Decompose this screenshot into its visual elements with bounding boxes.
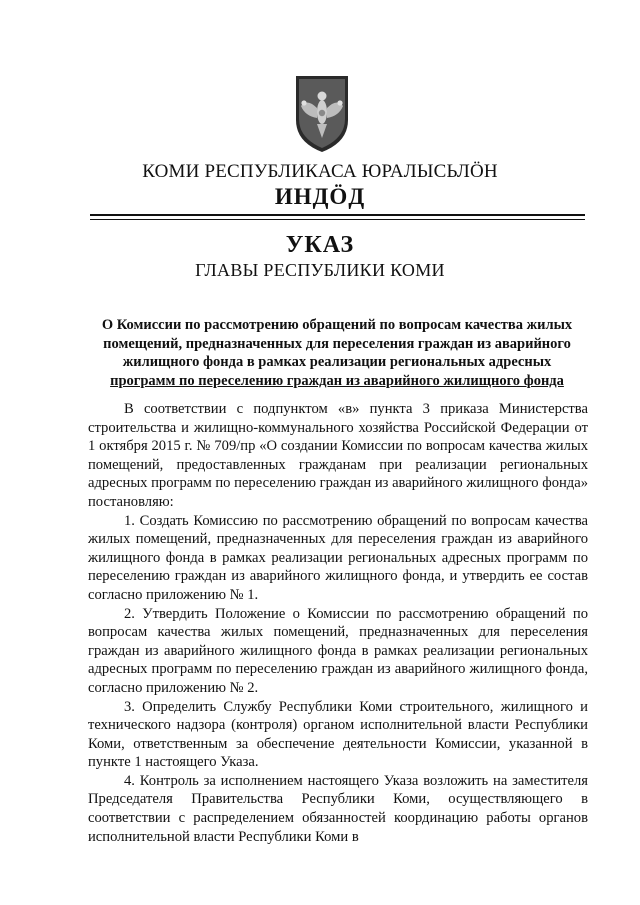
clause-3-paragraph: 3. Определить Службу Республики Коми строительного, жилищного и технического надзора (контроля) органом исполнительной власти Республики Коми, ответственным за обеспечение деятельности Комиссии, указанной в пункте 1 настоящего Указа.	[88, 698, 588, 771]
title-line: О Комиссии по рассмотрению обращений по вопросам качества жилых	[101, 317, 573, 333]
header-divider-thin	[90, 219, 585, 220]
document-issuer: ГЛАВЫ РЕСПУБЛИКИ КОМИ	[195, 260, 445, 280]
preamble-paragraph: В соответствии с подпунктом «в» пункта 3 приказа Министерства строительства и жилищно-коммунального хозяйства Российской Федерации от 1 октября 2015 г. № 709/пр «О создании Комиссии по вопросам качества жилых помещений, предоставленных гражданам при реализации региональных адресных программ по переселению граждан из аварийного жилищного фонда» постановляю:	[88, 401, 588, 510]
title-line-underlined: программ по переселению граждан из аварийного жилищного фонда	[110, 372, 564, 389]
document-title	[82, 316, 592, 390]
header-divider-thick	[90, 214, 585, 216]
header-komi-line: КОМИ РЕСПУБЛИКАСА ЮРАЛЫСЬЛӦН	[142, 161, 498, 182]
clause-4-paragraph: 4. Контроль за исполнением настоящего Указа возложить на заместителя Председателя Правительства Республики Коми, осуществляющего в соответствии с распределением обязанностей координацию работы органов исполнительной власти Республики Коми в	[88, 772, 588, 845]
clause-2-paragraph: 2. Утвердить Положение о Комиссии по рассмотрению обращений по вопросам качества жилых помещений, предназначенных для переселения граждан из аварийного жилищного фонда в рамках реализации региональных адресных программ по переселению граждан из аварийного жилищного фонда, согласно приложению № 2.	[88, 605, 588, 696]
header-komi-doc-type: ИНДӦД	[274, 184, 366, 209]
clause-1-paragraph: 1. Создать Комиссию по рассмотрению обращений по вопросам качества жилых помещений, предназначенных для переселения граждан из аварийного жилищного фонда в рамках реализации региональных адресных программ по переселению граждан из аварийного жилищного фонда, и утвердить ее состав согласно приложению № 1.	[88, 512, 588, 603]
title-line: помещений, предназначенных для переселения граждан из аварийного	[103, 335, 571, 352]
coat-of-arms-icon	[293, 72, 351, 154]
title-line: жилищного фонда в рамках реализации региональных адресных	[122, 354, 552, 370]
document-body	[88, 400, 588, 846]
document-type: УКАЗ	[285, 232, 355, 258]
